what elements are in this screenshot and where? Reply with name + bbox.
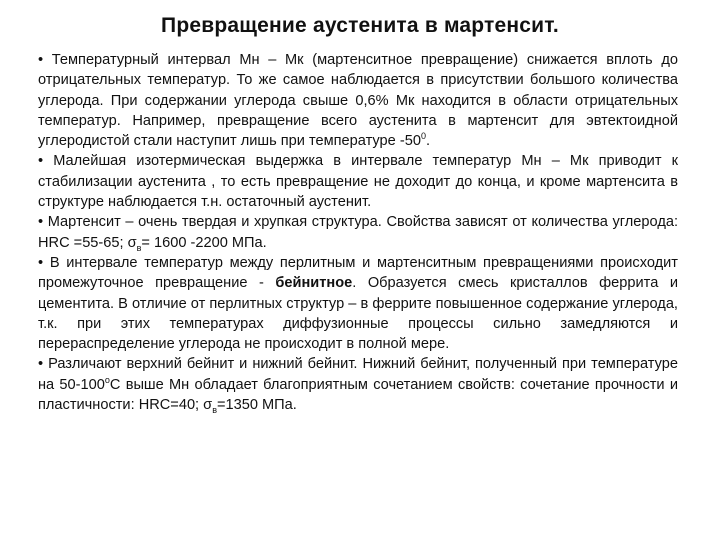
paragraph-upper-lower-bainite: [38, 354, 678, 415]
paragraph-text-end: =1350 МПа.: [216, 397, 297, 414]
paragraph-text-end: .: [425, 133, 431, 150]
bullet: •: [38, 254, 44, 271]
paragraph-text: Малейшая изотермическая выдержка в интервале температур Мн – Мк приводит к стабилизации аустенита , то есть превращение не доходит до конца, и кроме мартенсита в структуре наблюдается т.н. остаточный аустенит.: [38, 153, 678, 211]
bainite-term: бейнитное: [275, 275, 353, 292]
paragraph-martensite-properties: [38, 212, 678, 253]
paragraph-text: Мартенсит – очень твердая и хрупкая структура. Свойства зависят от количества углерода: HRC =55-65; σ: [38, 214, 679, 251]
slide-body: [38, 50, 678, 415]
degree-superscript: о: [104, 374, 110, 385]
paragraph-austenite-stabilization: [38, 151, 678, 212]
paragraph-text-middle: С выше Мн обладает благоприятным сочетанием свойств: сочетание прочности и пластичности: HRC=40; σ: [38, 376, 678, 414]
sigma-subscript: в: [212, 404, 217, 415]
degree-superscript: 0: [420, 131, 426, 142]
bullet: •: [38, 214, 44, 231]
slide-title: Превращение аустенита в мартенсит.: [161, 14, 559, 37]
paragraph-text-end: . Образуется смесь кристаллов феррита и цементита. В отличие от перлитных структур – в феррите повышенное содержание углерода, т.к. при этих температурах диффузионные процессы сильно замедляются и перераспределение углерода не происходит в полной мере.: [38, 275, 678, 353]
bullet: •: [38, 52, 44, 68]
paragraph-text-end: = 1600 -2200 МПа.: [141, 234, 267, 251]
bullet: •: [38, 356, 44, 373]
paragraph-text: Температурный интервал Мн – Мк (мартенситное превращение) снижается вплоть до отрицательных температур. То же самое наблюдается в присутствии большого количества углерода. При содержании углерода свыше 0,6% Мк находится в области отрицательных температур. Например, превращение всего аустенита в мартенсит для эвтектоидной углеродистой стали наступит лишь при температуре -50: [38, 52, 678, 150]
paragraph-mn-mk-interval: [38, 50, 678, 151]
paragraph-text: Различают верхний бейнит и нижний бейнит. Нижний бейнит, полученный при температуре на 50-100: [38, 356, 678, 393]
paragraph-text: В интервале температур между перлитным и мартенситным превращениями происходит промежуточное превращение -: [38, 254, 678, 292]
bullet: •: [38, 153, 44, 170]
paragraph-bainite-transformation: [38, 253, 678, 354]
sigma-subscript: в: [136, 242, 142, 253]
